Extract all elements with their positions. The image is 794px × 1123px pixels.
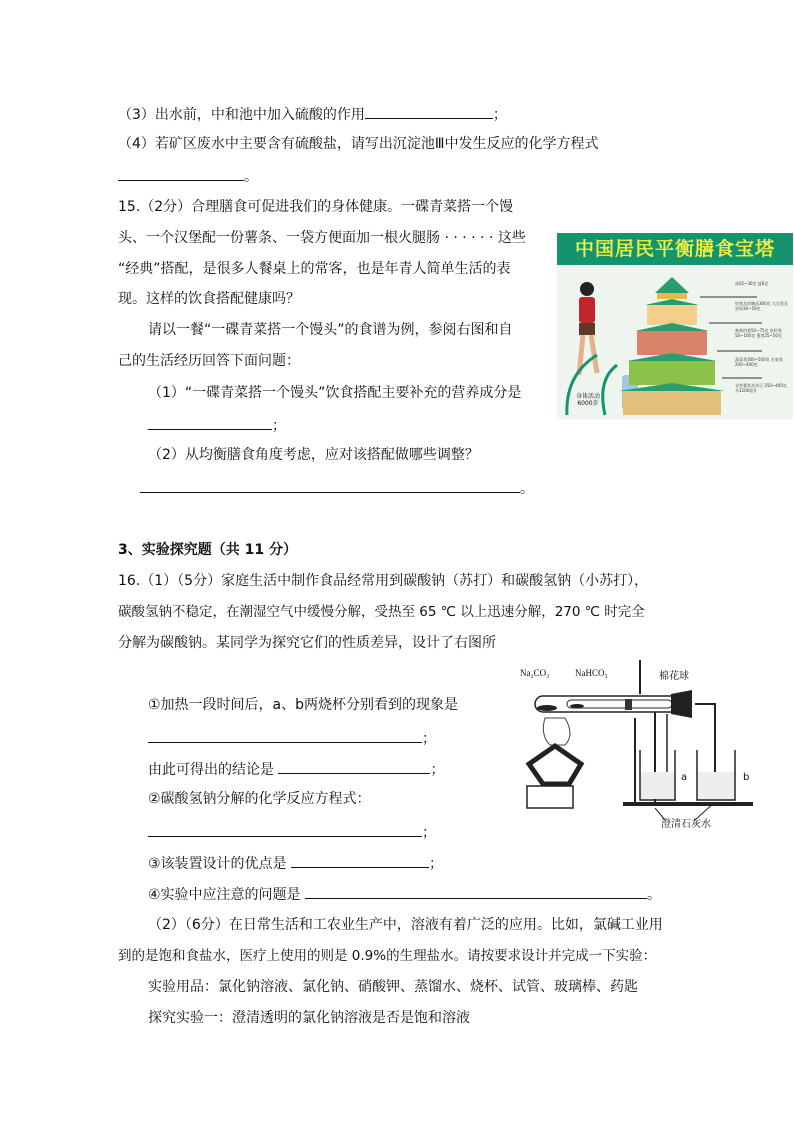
label-beaker-a: a xyxy=(681,772,688,783)
punct: ； xyxy=(430,762,445,778)
food-pyramid-figure xyxy=(557,233,793,419)
answer-blank[interactable] xyxy=(148,822,422,837)
q15-sub1-answer xyxy=(148,415,286,435)
q14-part3-text: （3）出水前，中和池中加入硫酸的作用 xyxy=(118,107,365,123)
q15-line4: 现。这样的饮食搭配健康吗？ xyxy=(118,291,300,307)
q16-item1: ①加热一段时间后，a、b两烧杯分别看到的现象是 xyxy=(148,697,459,713)
q16-item1-answer xyxy=(148,728,436,748)
q15-line5: 请以一餐“一碟青菜搭一个馒头”的食谱为例，参阅右图和自 xyxy=(148,322,513,338)
q16-conclusion xyxy=(148,759,444,779)
label-beaker-b: b xyxy=(743,772,750,783)
q16-part2-line2: 到的是饱和食盐水，医疗上使用的则是 0.9%的生理盐水。请按要求设计并完成一下实验： xyxy=(118,948,657,964)
q15-sub2: （2）从均衡膳食角度考虑，应对该搭配做哪些调整？ xyxy=(148,447,479,463)
answer-blank[interactable] xyxy=(118,166,244,181)
q16-item3-text: ③该装置设计的优点是 xyxy=(148,856,287,872)
punct: 。 xyxy=(520,481,534,497)
q16-part2-line1: （2）（6分）在日常生活和工农业生产中，溶液有着广泛的应用。比如，氯碱工业用 xyxy=(148,917,663,933)
q16-item2: ②碳酸氢钠分解的化学反应方程式： xyxy=(148,791,371,807)
punct: ； xyxy=(429,856,444,872)
pyramid-level-2: 奶类及奶制品300克 大豆类及坚果30~50克 xyxy=(735,301,788,311)
q15-line3: “经典”搭配，是很多人餐桌上的常客，也是年青人简单生活的表 xyxy=(118,261,511,277)
pyramid-level-3: 畜禽肉类50~75克 鱼虾类50~100克 蛋类25~50克 xyxy=(735,328,782,338)
answer-blank[interactable] xyxy=(148,728,422,743)
q16-item4 xyxy=(148,884,661,904)
runner-caption: 身体活动 6000步 xyxy=(575,393,600,407)
q16-item2-answer xyxy=(148,822,436,842)
pyramid-levels xyxy=(619,277,725,415)
punct: 。 xyxy=(244,169,258,185)
answer-blank[interactable] xyxy=(291,853,429,868)
answer-blank[interactable] xyxy=(148,415,272,430)
q16-materials: 实验用品：氯化钠溶液、氯化钠、硝酸钾、蒸馏水、烧杯、试管、玻璃棒、药匙 xyxy=(148,979,638,995)
q16-experiment1: 探究实验一：澄清透明的氯化钠溶液是否是饱和溶液 xyxy=(148,1010,470,1026)
q15-sub1: （1）“一碟青菜搭一个馒头”饮食搭配主要补充的营养成分是 xyxy=(148,385,522,401)
pyramid-level-5: 谷类薯类及杂豆 250~400克 水1200毫升 xyxy=(735,383,787,393)
pyramid-level-4: 蔬菜类300~500克 水果类200~400克 xyxy=(735,357,783,367)
q16-item4-text: ④实验中应注意的问题是 xyxy=(148,887,301,903)
q15-line6: 己的生活经历回答下面问题： xyxy=(118,353,300,369)
label-limewater: 澄清石灰水 xyxy=(661,819,711,830)
section-heading: 3、实验探究题（共 11 分） xyxy=(118,542,297,558)
label-cotton-ball: 棉花球 xyxy=(659,671,689,682)
answer-blank[interactable] xyxy=(140,478,520,493)
q15-line1: 15.（2分）合理膳食可促进我们的身体健康。一碟青菜搭一个馒 xyxy=(118,199,514,215)
label-nahco3: NaHCO₃ xyxy=(575,668,608,678)
answer-blank[interactable] xyxy=(278,759,430,774)
punct: ； xyxy=(272,418,286,434)
punct: ； xyxy=(422,731,436,747)
punct: ； xyxy=(422,825,436,841)
q16-conclusion-text: 由此可得出的结论是 xyxy=(148,762,274,778)
answer-blank[interactable] xyxy=(365,104,493,119)
q16-line3: 分解为碳酸钠。某同学为探究它们的性质差异，设计了右图所 xyxy=(118,635,496,651)
pyramid-level-1: 油25~30克 盐6克 xyxy=(735,281,769,286)
q16-item3 xyxy=(148,853,443,873)
answer-blank[interactable] xyxy=(305,884,647,899)
apparatus-drawing xyxy=(515,660,757,832)
q16-line2: 碳酸氢钠不稳定，在潮湿空气中缓慢分解，受热至 65 ℃ 以上迅速分解，270 ℃ 时完全 xyxy=(118,604,645,620)
q14-part4-answer xyxy=(118,166,258,186)
label-na2co3: Na₂CO₃ xyxy=(520,668,550,678)
pyramid-title: 中国居民平衡膳食宝塔 xyxy=(557,233,793,265)
punct: ； xyxy=(492,107,507,123)
q15-sub2-answer xyxy=(140,478,534,498)
q16-line1: 16.（1）（5分）家庭生活中制作食品经常用到碳酸钠（苏打）和碳酸氢钠（小苏打）， xyxy=(118,573,649,589)
q14-part4: （4）若矿区废水中主要含有硫酸盐，请写出沉淀池Ⅲ中发生反应的化学方程式 xyxy=(118,136,599,152)
q14-part3 xyxy=(118,104,507,124)
apparatus-diagram xyxy=(515,660,757,832)
q15-line2: 头、一个汉堡配一份薯条、一袋方便面加一根火腿肠 · · · · · · 这些 xyxy=(118,230,526,246)
punct: 。 xyxy=(647,887,662,903)
